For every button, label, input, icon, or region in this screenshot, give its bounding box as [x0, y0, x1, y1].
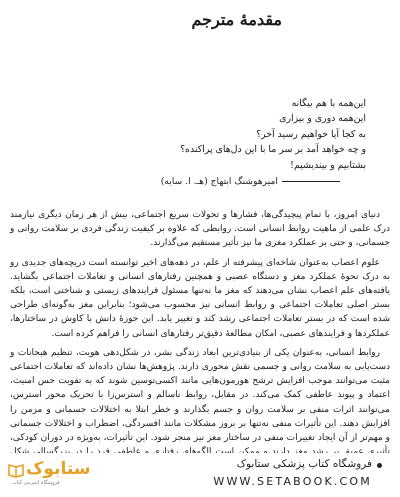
poem-line: بشتابیم و بیندیشیم!	[290, 159, 366, 171]
poem-line: و چه خواهد آمد بر سر ما با این دل‌های پراکنده؟	[180, 144, 366, 156]
store-name: فروشگاه کتاب پزشکی ستابوک	[236, 458, 372, 470]
store-url-link[interactable]: WWW.SETABOOK.COM	[213, 475, 372, 488]
body-text	[10, 208, 390, 479]
book-icon	[8, 462, 24, 478]
logo-text: ستابوک	[26, 459, 91, 479]
logo-tagline: فروشگاه اینترنتی کتاب	[12, 480, 60, 486]
page-title: مقدمهٔ مترجم	[191, 10, 282, 29]
setabook-logo[interactable]	[8, 459, 94, 491]
body-paragraph: علوم اعصاب به‌عنوان شاخه‌ای پیشرفته از علم، در دهه‌های اخیر توانسته است دریچه‌های جدیدی رو به درک نحوهٔ عملکرد مغز و دستگاه عصبی و همچنین رفتارهای انسانی و تعاملات اجتماعی بگشاید. یافته‌های علم اعصاب نشان می‌دهند که مغز ما نه‌تنها مسئول فرایندهای زیستی و شناختی است، بلکه بستر اصلی تعاملات اجتماعی و روابط انسانی نیز محسوب می‌شود؛ بنابراین مغز به‌گونه‌ای طراحی شده است که در بستر تعاملات اجتماعی رشد کند و تغییر یابد. این حوزهٔ دانش با کاوش در ساختارها، عملکردها و فرایندهای عصبی، امکان مطالعهٔ دقیق‌تر رفتارهای انسانی را فراهم کرده است.	[10, 257, 390, 339]
attribution-text: امیرهوشنگ ابتهاج (هـ. ا. سایه)	[160, 176, 278, 187]
poem-attribution	[161, 176, 340, 187]
attribution-dash	[282, 181, 340, 182]
body-paragraph: روابط انسانی، به‌عنوان یکی از بنیادی‌ترین ابعاد زندگی بشر، در شکل‌دهی هویت، تنظیم هیجانات و دست‌یابی به سلامت روانی و جسمی نقش محوری دارند. پژوهش‌ها نشان داده‌اند که تعاملات اجتماعی مثبت می‌توانند موجب افزایش ترشح هورمون‌هایی مانند اکسی‌توسین شوند که به تقویت حس امنیت، اعتماد و پیوند عاطفی کمک می‌کند. در مقابل، روابط ناسالم و استرس‌زا با تحریک محور استرس، می‌توانند اثرات منفی بر سلامت روان و جسم بگذارند و خطر ابتلا به اختلالات جسمانی و مزمن را افزایش دهند. این تأثیرات منفی نه‌تنها بر بروز مشکلات مانند افسردگی، اضطراب و اختلالات جسمانی و مهم‌تر از آن ایجاد تغییرات منفی در ساختار مغز نیز منجر شود. این تأثیرات، به‌ویژه در دوران کودکی،	[10, 347, 390, 444]
poem-line: به کجا آیا خواهیم رسید آخر؟	[256, 128, 366, 140]
epigraph-poem	[126, 96, 366, 173]
watermark-footer	[0, 453, 400, 497]
bullet-icon	[377, 463, 382, 468]
poem-line: این‌همه با هم بیگانه	[291, 98, 366, 109]
poem-line: این‌همه دوری و بیزاری	[279, 113, 366, 125]
body-paragraph: دنیای امروز، با تمام پیچیدگی‌ها، فشارها و تحولات سریع اجتماعی، بیش از هر زمان دیگری نیازمند درک علمی از ماهیت روابط انسانی است. روابطی که علاوه بر کیفیت زندگی فردی بر سلامت روانی و جسمانی، و حتی بر عملکرد مغزی ما نیز تأثیر مستقیم می‌گذارند.	[10, 210, 390, 249]
